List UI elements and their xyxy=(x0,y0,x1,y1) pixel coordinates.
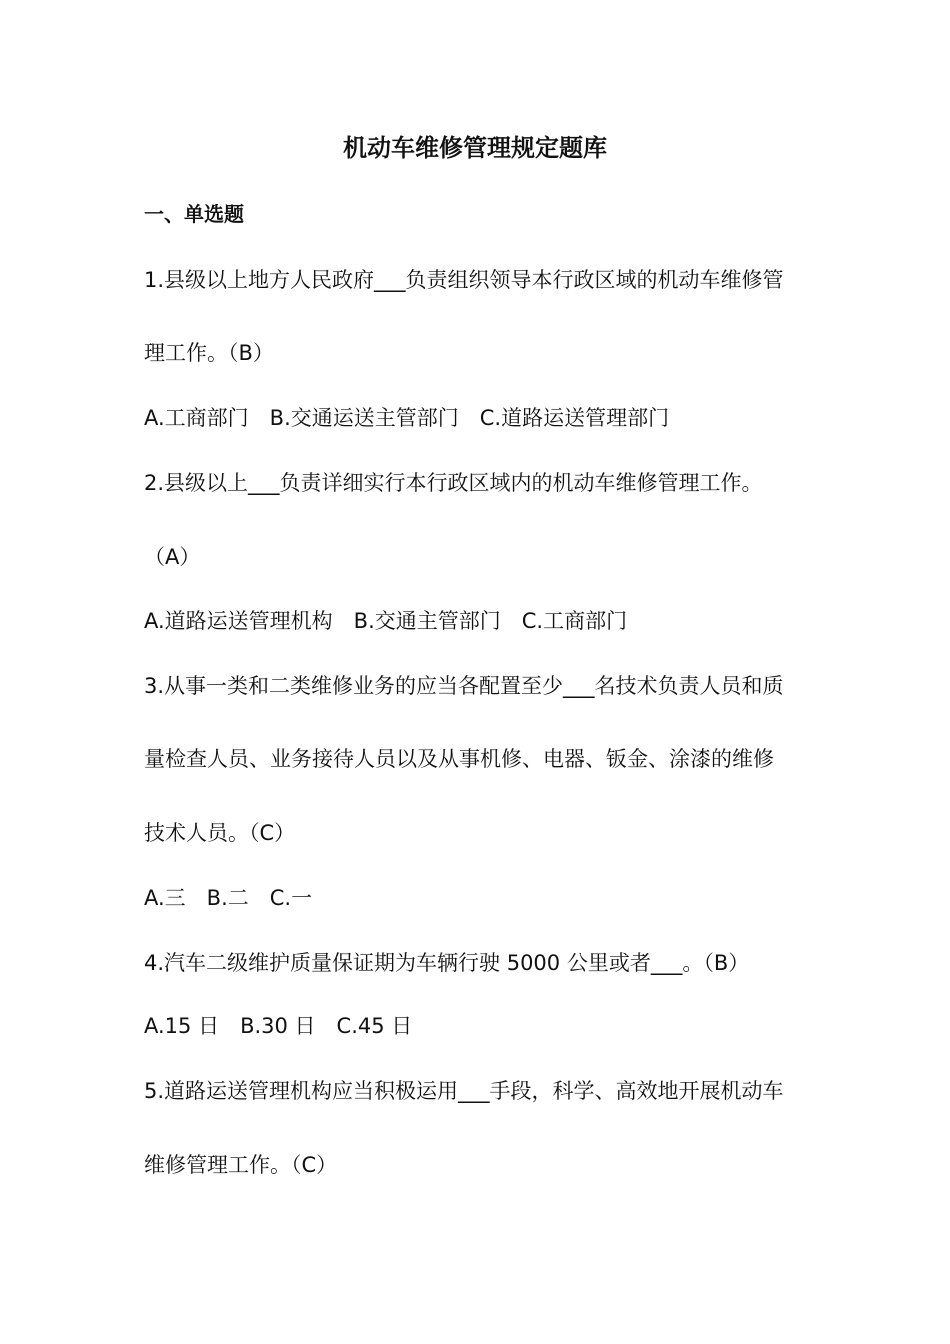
question-1-line-2: 理工作。（B） xyxy=(144,341,274,365)
question-2-line-2: （A） xyxy=(144,545,201,569)
question-3-line-1: 3.从事一类和二类维修业务的应当各配置至少___名技术负责人员和质 xyxy=(144,674,784,698)
question-3-line-3: 技术人员。（C） xyxy=(144,821,296,845)
question-4-options: A.15 日 B.30 日 C.45 日 xyxy=(144,1014,413,1038)
question-2-line-1: 2.县级以上___负责详细实行本行政区域内的机动车维修管理工作。 xyxy=(144,471,763,495)
question-5-line-1: 5.道路运送管理机构应当积极运用___手段，科学、高效地开展机动车 xyxy=(144,1079,784,1103)
document-title: 机动车维修管理规定题库 xyxy=(343,133,607,162)
section-heading: 一、单选题 xyxy=(144,202,244,226)
question-1-options: A.工商部门 B.交通运送主管部门 C.道路运送管理部门 xyxy=(144,406,670,430)
question-1-line-1: 1.县级以上地方人民政府___负责组织领导本行政区域的机动车维修管 xyxy=(144,268,784,292)
question-5-line-2: 维修管理工作。（C） xyxy=(144,1153,338,1177)
question-2-options: A.道路运送管理机构 B.交通主管部门 C.工商部门 xyxy=(144,609,628,633)
question-3-line-2: 量检查人员、业务接待人员以及从事机修、电器、钣金、涂漆的维修 xyxy=(144,747,774,771)
question-4-line-1: 4.汽车二级维护质量保证期为车辆行驶 5000 公里或者___。（B） xyxy=(144,951,750,975)
question-3-options: A.三 B.二 C.一 xyxy=(144,886,313,910)
